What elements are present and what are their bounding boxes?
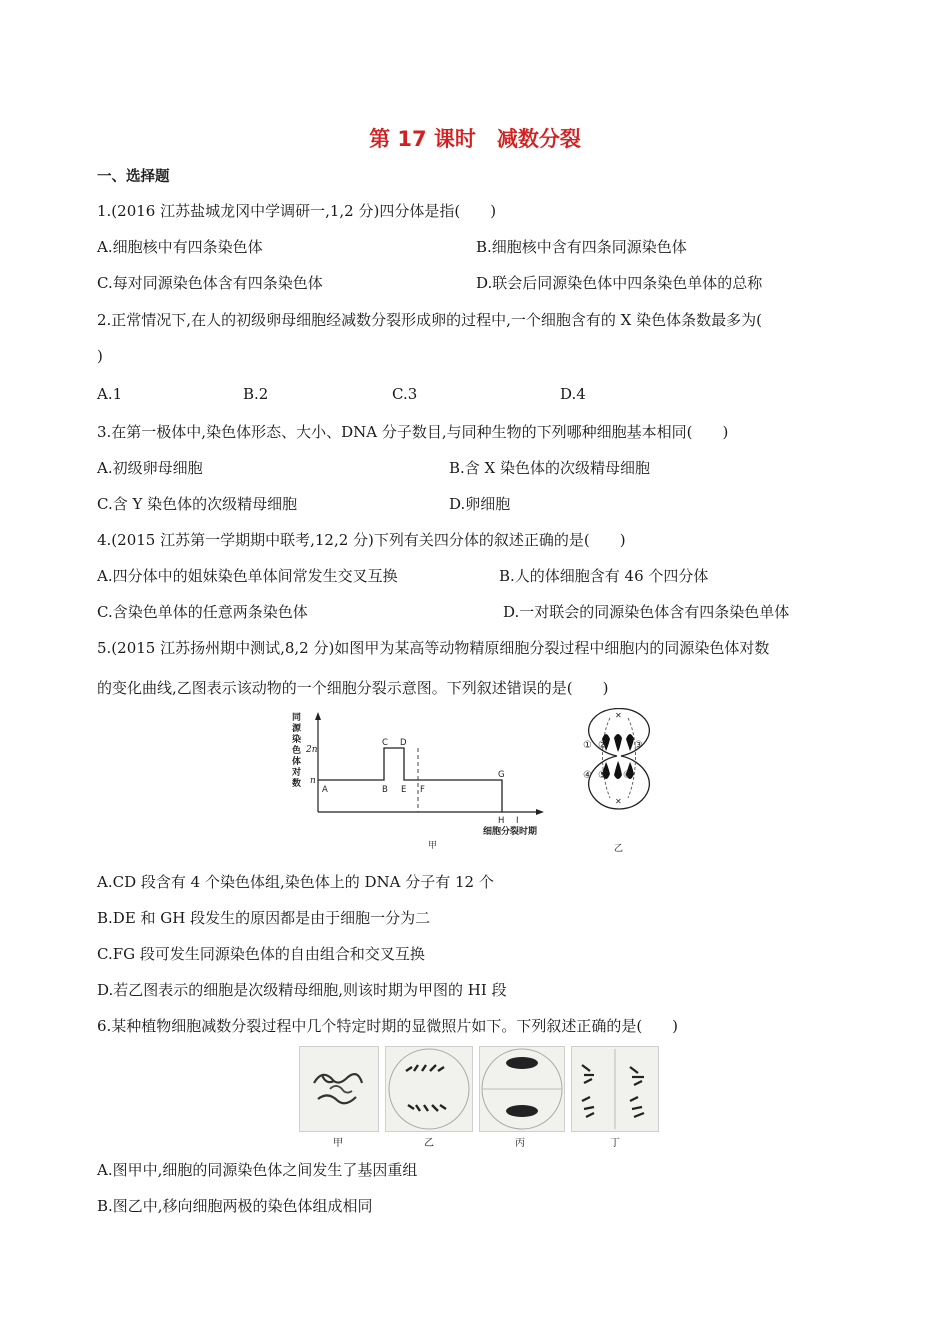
centriole-top: ✕ [615,711,622,720]
figure-caption-jia: 甲 [428,841,438,851]
question-4-stem: 4.(2015 江苏第一学期期中联考,12,2 分)下列有关四分体的叙述正确的是( ) [97,531,626,549]
micrograph-jia-image [300,1047,378,1131]
question-2-option-b: B.2 [243,385,269,403]
point-label-c: C [382,738,388,748]
micrograph-bing-image [480,1047,564,1131]
point-label-g: G [498,770,505,780]
question-2-stem-end: ) [97,347,103,365]
curve [318,748,502,812]
question-5-stem: 5.(2015 江苏扬州期中测试,8,2 分)如图甲为某高等动物精原细胞分裂过程中细胞内的同源染色体对数 [97,639,770,657]
y-axis-label-char: 同 [292,713,302,723]
figure-caption-yi: 乙 [614,844,624,854]
chromosome-label-2: ② [598,740,607,751]
chromosome [614,734,622,752]
y-axis-label-char: 数 [292,779,302,789]
question-1-option-d: D.联会后同源染色体中四条染色单体的总称 [476,274,763,292]
micrograph-ding [571,1046,659,1132]
point-label-h: H [498,816,505,826]
micrograph-ding-image [572,1047,658,1131]
question-4-option-d: D.一对联会的同源染色体含有四条染色单体 [503,603,790,621]
x-axis-label: 细胞分裂时期 [483,827,538,837]
question-2-option-a: A.1 [97,385,123,403]
point-label-f: F [420,785,425,795]
question-5-figure [278,708,668,863]
question-3-option-c: C.含 Y 染色体的次级精母细胞 [97,495,298,513]
x-axis-arrow [536,809,544,815]
question-2-stem: 2.正常情况下,在人的初级卵母细胞经减数分裂形成卵的过程中,一个细胞含有的 X 染色体条数最多为( [97,311,762,329]
question-5-option-a: A.CD 段含有 4 个染色体组,染色体上的 DNA 分子有 12 个 [97,873,494,891]
spindle-fibers [603,718,636,798]
y-axis-label-char: 染 [292,735,302,745]
chromosome [614,761,622,779]
y-axis-label-char: 源 [292,724,302,734]
question-1-option-c: C.每对同源染色体含有四条染色体 [97,274,323,292]
question-2-option-c: C.3 [392,385,418,403]
chromosome-label-4: ④ [583,770,592,781]
micrograph-caption-yi: 乙 [424,1138,434,1149]
question-3-option-d: D.卵细胞 [449,495,511,513]
question-4-option-b: B.人的体细胞含有 46 个四分体 [499,567,709,585]
point-label-a: A [322,785,328,795]
point-label-b: B [382,785,388,795]
y-axis-label-char: 体 [292,757,302,767]
question-6-option-a: A.图甲中,细胞的同源染色体之间发生了基因重组 [97,1161,418,1179]
chromosome-label-5: ⑤ [598,770,607,781]
micrograph-bing [479,1046,565,1132]
chromosome [626,734,634,751]
chromosome-label-6: ⑥ [623,770,632,781]
micrograph-jia [299,1046,379,1132]
question-1-option-a: A.细胞核中有四条染色体 [97,238,263,256]
section-heading: 一、选择题 [97,169,170,185]
question-5-option-b: B.DE 和 GH 段发生的原因都是由于细胞一分为二 [97,909,431,927]
micrograph-caption-ding: 丁 [610,1138,620,1149]
question-4-option-a: A.四分体中的姐妹染色单体间常发生交叉互换 [97,567,398,585]
micrograph-yi [385,1046,473,1132]
figure-jia-graph [291,712,544,851]
tick-2n: 2n [306,745,318,755]
point-label-i: I [516,816,519,826]
figure-yi-cell-diagram [583,709,649,855]
question-2-option-d: D.4 [560,385,586,403]
micrograph-caption-jia: 甲 [333,1138,343,1149]
y-axis-arrow [315,712,321,720]
page-title: 第 17 课时 减数分裂 [369,127,581,151]
question-3-option-b: B.含 X 染色体的次级精母细胞 [449,459,651,477]
question-3-stem: 3.在第一极体中,染色体形态、大小、DNA 分子数目,与同种生物的下列哪种细胞基本相同( ) [97,423,729,441]
question-1-option-b: B.细胞核中含有四条同源染色体 [476,238,687,256]
question-3-option-a: A.初级卵母细胞 [97,459,203,477]
micrograph-yi-image [386,1047,472,1131]
question-6-option-b: B.图乙中,移向细胞两极的染色体组成相同 [97,1197,373,1215]
y-axis-label-char: 色 [292,746,302,756]
question-5-stem-line-2: 的变化曲线,乙图表示该动物的一个细胞分裂示意图。下列叙述错误的是( ) [97,679,609,697]
centriole-bottom: ✕ [615,797,622,806]
point-label-e: E [401,785,407,795]
point-label-d: D [400,738,407,748]
question-4-option-c: C.含染色单体的任意两条染色体 [97,603,308,621]
question-5-option-d: D.若乙图表示的细胞是次级精母细胞,则该时期为甲图的 HI 段 [97,981,507,999]
y-axis-label-char: 对 [292,768,302,778]
chromosome-label-1: ① [583,740,592,751]
cell-outline [589,709,650,810]
micrograph-caption-bing: 丙 [515,1138,525,1149]
question-1-stem: 1.(2016 江苏盐城龙冈中学调研一,1,2 分)四分体是指( ) [97,202,497,220]
tick-n: n [310,776,316,786]
chromosome-label-3: ③ [634,740,643,751]
question-5-option-c: C.FG 段可发生同源染色体的自由组合和交叉互换 [97,945,425,963]
question-6-stem: 6.某种植物细胞减数分裂过程中几个特定时期的显微照片如下。下列叙述正确的是( ) [97,1017,679,1035]
